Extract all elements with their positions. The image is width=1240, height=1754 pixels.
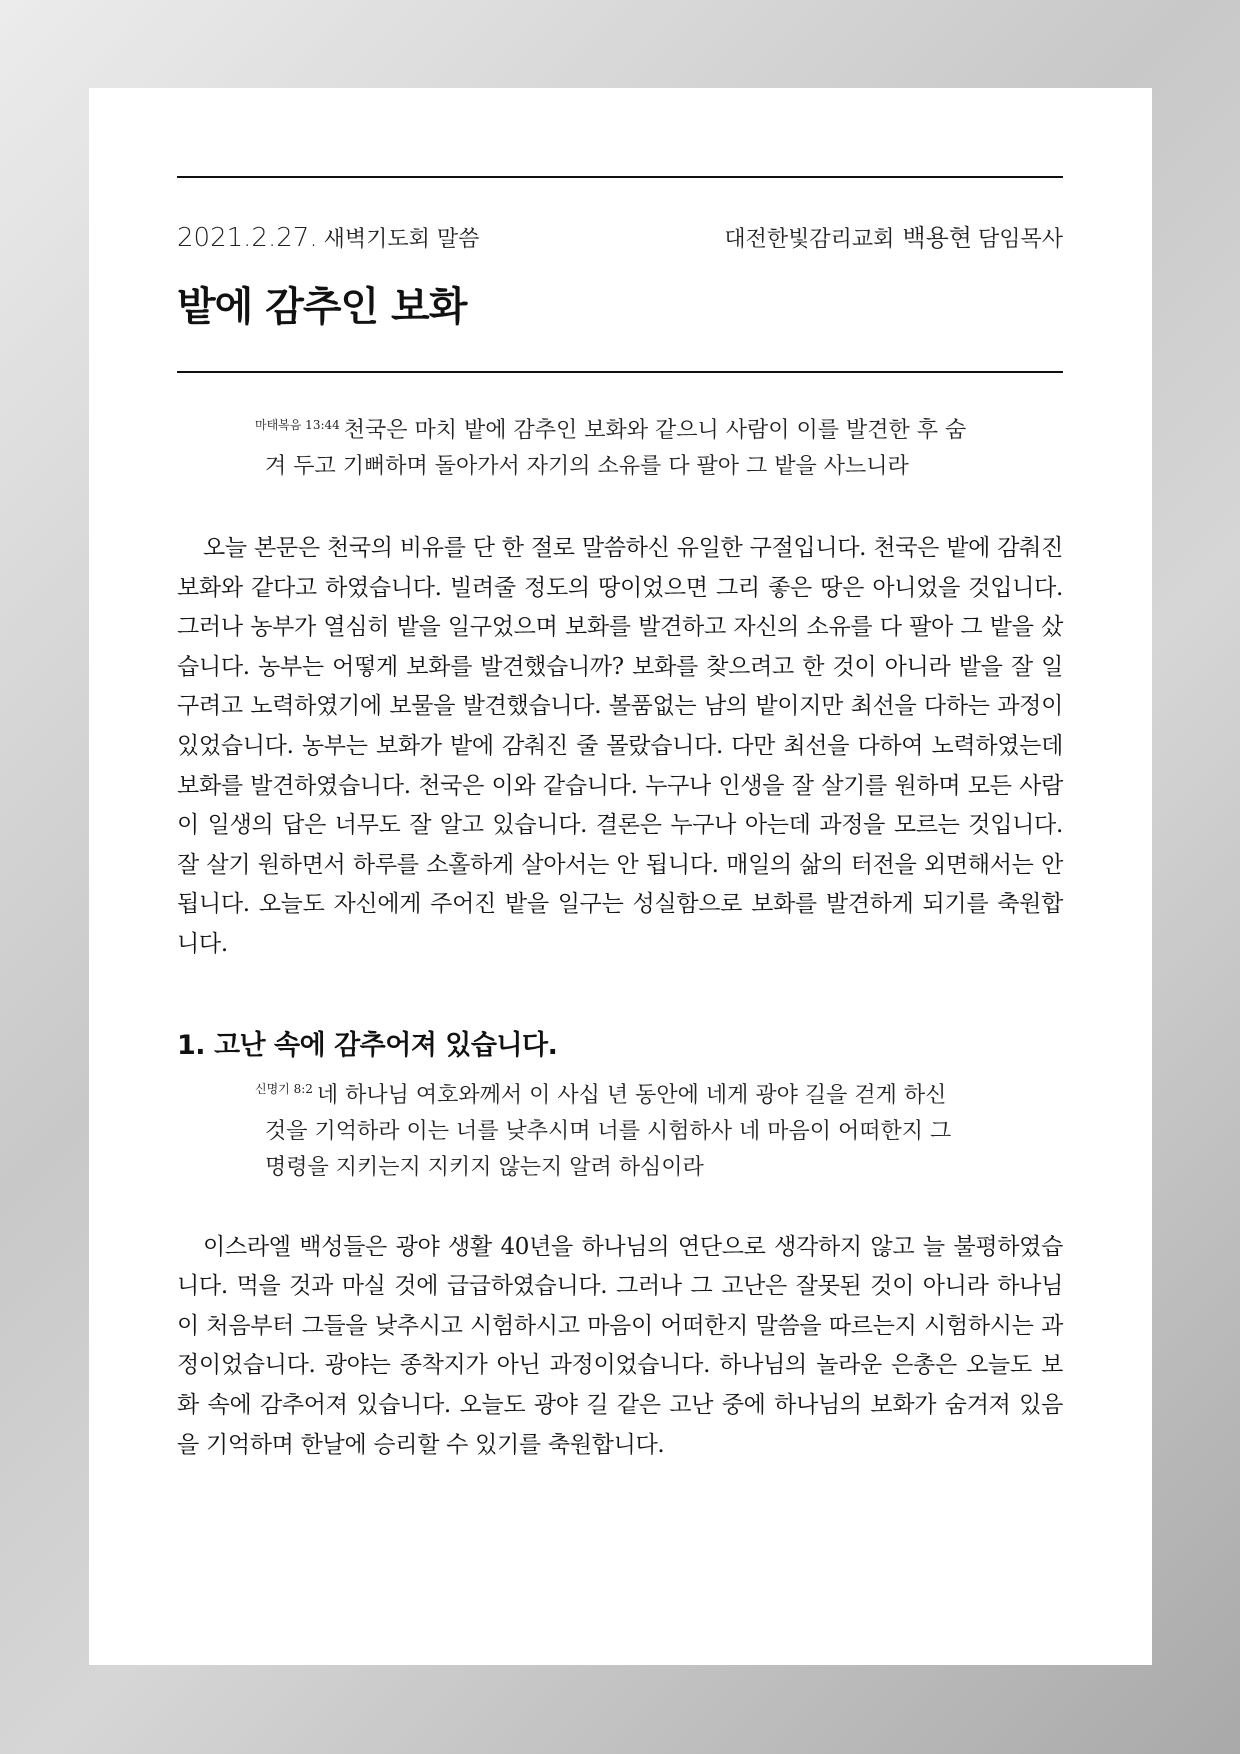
title-rule xyxy=(177,371,1063,373)
pastor-name: 백용현 xyxy=(902,224,972,252)
body-paragraph-2: 이스라엘 백성들은 광야 생활 40년을 하나님의 연단으로 생각하지 않고 늘 불평하였습니다. 먹을 것과 마실 것에 급급하였습니다. 그러나 그 고난은 잘못된 것이 아니라 하나님이 처음부터 그들을 낮추시고 시험하시고 마음이 어떠한지 말씀을 따르는지 시험하시는 과정이었습니다. 광야는 종착지가 아닌 과정이었습니다. 하나님의 놀라운 은총은 오늘도 보화 속에 감추어져 있습니다. 오늘도 광야 길 같은 고난 중에 하나님의 보화가 숨겨져 있음을 기억하며 한날에 승리할 수 있기를 축원합니다. xyxy=(177,1233,1063,1458)
verse-line: 네 하나님 여호와께서 이 사십 년 동안에 네게 광야 길을 걷게 하신 xyxy=(316,1082,947,1108)
document-page xyxy=(89,88,1152,1665)
verse-reference: 마태복음 13:44 xyxy=(255,417,340,432)
top-rule xyxy=(177,176,1063,178)
header-left xyxy=(177,222,479,253)
scripture-verse-2 xyxy=(255,1078,987,1186)
verse-line: 겨 두고 기뻐하며 돌아가서 자기의 소유를 다 팔아 그 밭을 사느니라 xyxy=(265,454,909,479)
sermon-title: 밭에 감추인 보화 xyxy=(177,284,467,330)
pastor-title: 담임목사 xyxy=(977,227,1063,252)
body-paragraph-1: 오늘 본문은 천국의 비유를 단 한 절로 말씀하신 유일한 구절입니다. 천국은 밭에 감춰진 보화와 같다고 하였습니다. 빌려줄 정도의 땅이었으면 그리 좋은 땅은 아니었을 것입니다. 그러나 농부가 열심히 밭을 일구었으며 보화를 발견하고 자신의 소유를 다 팔아 그 밭을 샀습니다. 농부는 어떻게 보화를 발견했습니까? 보화를 찾으려고 한 것이 아니라 밭을 잘 일구려고 노력하였기에 보물을 발견했습니다. 볼품없는 남의 밭이지만 최선을 다하는 과정이 있었습니다. 농부는 보화가 밭에 감춰진 줄 몰랐습니다. 다만 최선을 다하여 노력하였는데 보화를 발견하였습니다. 천국은 이와 같습니다. 누구나 인생을 잘 살기를 원하며 모든 사람이 일생의 답은 너무도 잘 알고 있습니다. 결론은 누구나 아는데 과정을 모르는 것입니다. 잘 살기 원하면서 하루를 소홀하게 살아서는 안 됩니다. 매일의 삶의 터전을 외면해서는 안 됩니다. 오늘도 자신에게 주어진 밭을 일구는 성실함으로 보화를 발견하게 되기를 축원합니다. xyxy=(177,535,1063,957)
header-line xyxy=(177,218,1063,253)
header-right xyxy=(724,218,1063,253)
verse-line: 천국은 마치 밭에 감추인 보화와 같으니 사람이 이를 발견한 후 숨 xyxy=(343,418,967,443)
verse-reference: 신명기 8:2 xyxy=(255,1082,313,1097)
page-content xyxy=(177,176,1063,1465)
verse-line: 명령을 지키는지 지키지 않는지 알려 하심이라 xyxy=(265,1154,704,1180)
church-name: 대전한빛감리교회 xyxy=(724,227,895,252)
verse-line: 것을 기억하라 이는 너를 낮추시며 너를 시험하사 네 마음이 어떠한지 그 xyxy=(265,1118,952,1144)
meeting-name: 새벽기도회 말씀 xyxy=(323,227,480,252)
section-heading-1: 1. 고난 속에 감추어져 있습니다. xyxy=(177,1029,558,1061)
scripture-verse-1 xyxy=(255,413,987,485)
sermon-date: 2021.2.27. xyxy=(177,223,318,253)
